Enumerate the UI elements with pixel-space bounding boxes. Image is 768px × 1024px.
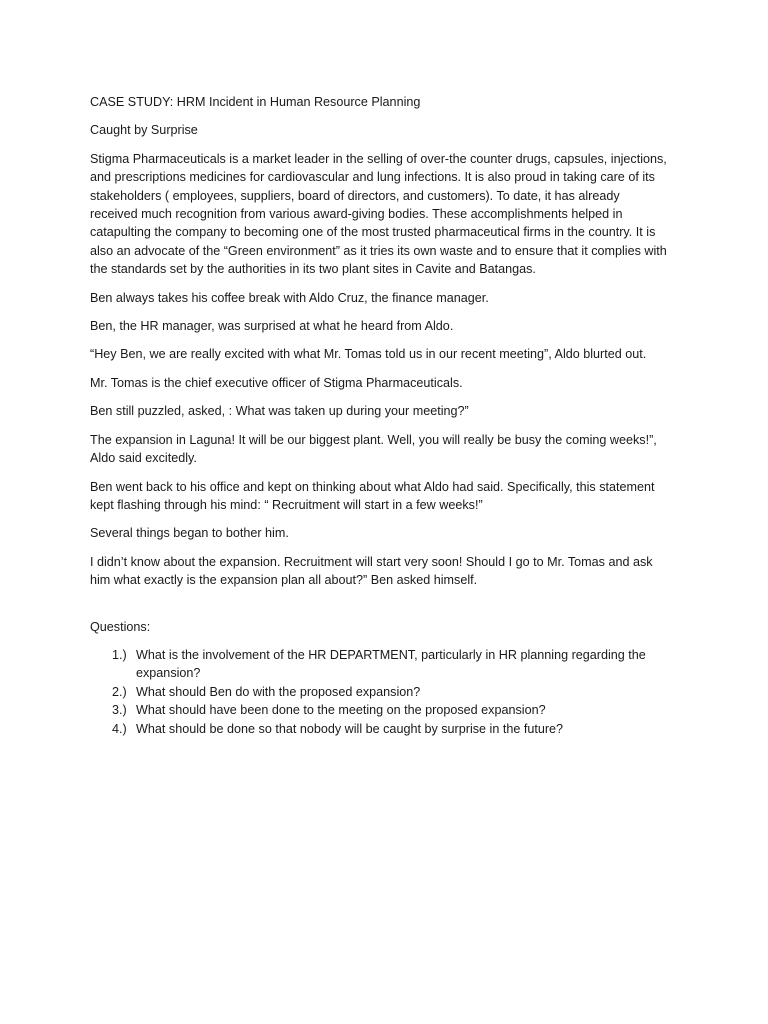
question-item bbox=[90, 683, 670, 701]
document-subtitle: Caught by Surprise bbox=[90, 123, 198, 138]
paragraph: Several things began to bother him. bbox=[90, 526, 289, 541]
paragraph: Ben still puzzled, asked, : What was taken up during your meeting?” bbox=[90, 404, 469, 419]
question-item bbox=[90, 701, 670, 719]
paragraph: Stigma Pharmaceuticals is a market leader in the selling of over-the counter drugs, capsules, injections, and prescriptions medicines for cardiovascular and lung infections. It is also proud in taking care of its stakeholders ( employees, suppliers, board of directors, and customers). To date, it has already received much recognition from various award-giving bodies. These accomplishments helped in catapulting the company to becoming one of the most trusted pharmaceutical firms in the country. It is also an advocate of the “Green environment” as it tries its own waste and to ensure that it complies with the standards set by the authorities in its two plant sites in Cavite and Batangas. bbox=[90, 151, 667, 277]
questions-list bbox=[90, 646, 670, 738]
question-text: What should be done so that nobody will be caught by surprise in the future? bbox=[136, 721, 564, 736]
paragraph: I didn’t know about the expansion. Recruitment will start very soon! Should I go to Mr. Tomas and ask him what exactly is the expansion plan all about?” Ben asked himself. bbox=[90, 554, 653, 588]
question-number: 3.) bbox=[112, 703, 127, 718]
paragraph: “Hey Ben, we are really excited with what Mr. Tomas told us in our recent meeting”, Aldo blurted out. bbox=[90, 347, 647, 362]
question-number: 2.) bbox=[112, 684, 127, 699]
question-number: 4.) bbox=[112, 721, 127, 736]
question-number: 1.) bbox=[112, 647, 127, 662]
paragraph: Mr. Tomas is the chief executive officer of Stigma Pharmaceuticals. bbox=[90, 375, 463, 390]
question-item bbox=[90, 720, 670, 738]
question-text: What should Ben do with the proposed expansion? bbox=[136, 684, 421, 699]
question-item bbox=[90, 646, 670, 683]
paragraph: Ben, the HR manager, was surprised at what he heard from Aldo. bbox=[90, 319, 454, 334]
paragraph: Ben always takes his coffee break with Aldo Cruz, the finance manager. bbox=[90, 290, 489, 305]
question-text: What is the involvement of the HR DEPARTMENT, particularly in HR planning regarding the expansion? bbox=[136, 647, 646, 681]
paragraph: The expansion in Laguna! It will be our biggest plant. Well, you will really be busy the coming weeks!”, Aldo said excitedly. bbox=[90, 432, 657, 466]
paragraph: Ben went back to his office and kept on thinking about what Aldo had said. Specifically, this statement kept flashing through his mind: “ Recruitment will start in a few weeks!” bbox=[90, 479, 655, 512]
question-text: What should have been done to the meeting on the proposed expansion? bbox=[136, 703, 546, 718]
document-title: CASE STUDY: HRM Incident in Human Resource Planning bbox=[90, 95, 421, 109]
questions-heading: Questions: bbox=[90, 619, 151, 634]
